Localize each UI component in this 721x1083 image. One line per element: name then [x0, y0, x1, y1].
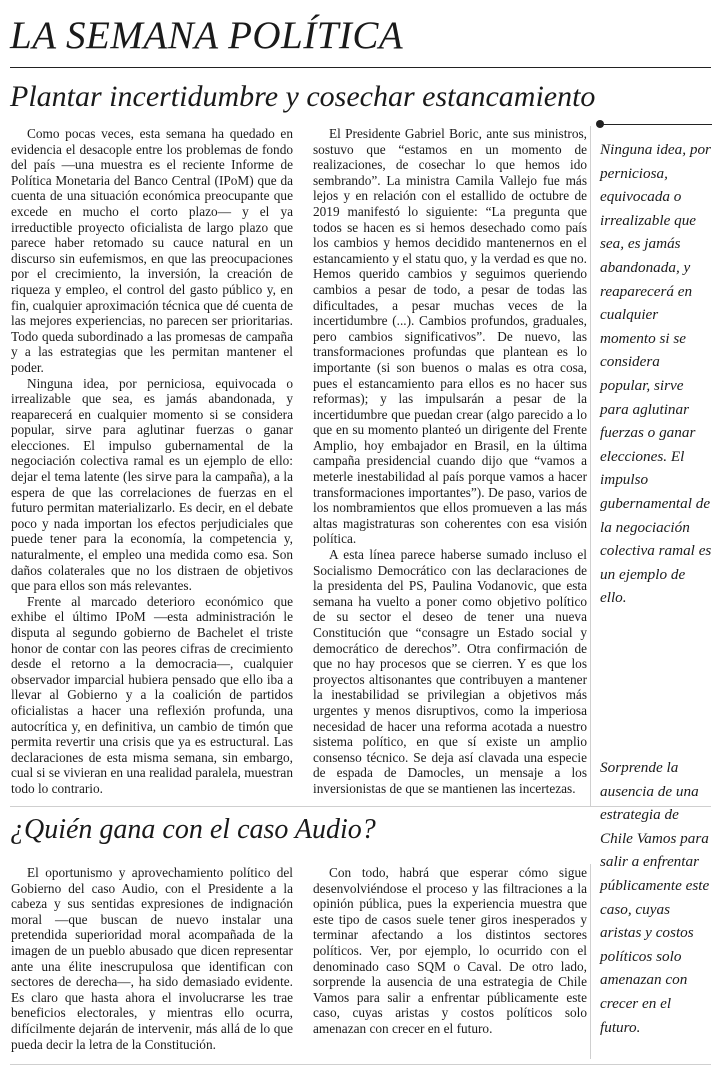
article-1-pull-quote: Ninguna idea, por perniciosa, equivocada o irrealizable que sea, es jamás abandonada, y reaparecerá en cualquier momento si se considera popular, sirve para aglutinar fuerzas o ganar elecciones. El impulso gubernamental de la negociación colectiva ramal es un ejemplo de ello. [600, 141, 712, 607]
article-1-headline: Plantar incertidumbre y cosechar estancamiento [10, 80, 596, 113]
paragraph: Con todo, habrá que esperar cómo sigue desenvolviéndose el proceso y las filtraciones a la opinión pública, pues la experiencia muestra que este tipo de casos suele tener giros inesperados y terminar afectando a los distintos sectores políticos. Ver, por ejemplo, lo ocurrido con el denominado caso SQM o Caval. De otro lado, sorprende la ausencia de una estrategia de Chile Vamos para salir a enfrentar públicamente este caso, cuyas aristas y costos políticos solo amenazan con crecer en el futuro. [313, 865, 587, 1036]
paragraph: El Presidente Gabriel Boric, ante sus ministros, sostuvo que “estamos en un momento de realizaciones, de cosechar lo que hemos ido sembrando”. La ministra Camila Vallejo fue más lejos y en relación con el estallido de octubre de 2019 manifestó lo siguiente: “La pregunta que todos se hacen es si hemos desechado como país los cambios y hemos decidido mantenernos en el estancamiento y el statu quo, y la verdad es que no. Hemos querido cambios y seguimos queriendo cambios a pesar de todo, a pesar de todas las dificultades, a pesar muchas veces de la incertidumbre (...). Cambios profundos, graduales, pero cambios significativos”. De nuevo, las transformaciones profundas que plantean es lo importante (si son buenos o malas es otra cosa, pues el estancamiento para ellos es no hacer sus reformas); y las impulsarán a pesar de la incertidumbre que puedan crear (algo parecido a lo que en su momento planteó un dirigente del Frente Amplio, hoy embajador en Brasil, en la última campaña presidencial cuando dijo que “vamos a meterle inestabilidad al país porque vamos a hacer transformaciones importantes”). De paso, varios de los nombramientos que ellos promueven a las más altas magistraturas son coherentes con esa visión política. [313, 126, 587, 547]
bullet-dot-icon [596, 120, 604, 128]
column-divider [590, 126, 591, 806]
article-2-pull-quote: Sorprende la ausencia de una estrategia de Chile Vamos para salir a enfrentar públicamente este caso, cuyas aristas y costos políticos solo amenazan con crecer en el futuro. [600, 759, 710, 1036]
column-divider [590, 864, 591, 1059]
article-1-column-1 [11, 126, 293, 797]
paragraph: El oportunismo y aprovechamiento político del Gobierno del caso Audio, con el Presidente a la cabeza y sus sentidas expresiones de indignación moral —que buscan de nuevo instalar una pretendida superioridad moral acompañada de la imagen de un pueblo abusado que dicen representar ante una élite inescrupulosa que identifican con sectores de derecha—, ha sido demasiado evidente. Es claro que hasta ahora el involucrarse les trae beneficios electorales, y mientras ello ocurra, difícilmente dejarán de intervenir, más allá de lo que pueda decir la letra de la Constitución. [11, 865, 293, 1052]
section-masthead: LA SEMANA POLÍTICA [10, 14, 404, 57]
paragraph: Ninguna idea, por perniciosa, equivocada o irrealizable que sea, es jamás abandonada, y reaparecerá en cualquier momento si se considera popular, sirve para aglutinar fuerzas o ganar elecciones. El impulso gubernamental de la negociación colectiva ramal es un ejemplo de ello: dejar el tema latente (les sirve para la campaña), a la espera de que las correlaciones de fuerzas en el futuro permitan materializarlo. Es decir, en el debate poco y nada importan los efectos perjudiciales que puede tener para la economía, la competencia y, naturalmente, el empleo una medida como esa. Son daños colaterales que no los distraen de objetivos que para ellos son más relevantes. [11, 375, 293, 594]
article-2-headline: ¿Quién gana con el caso Audio? [10, 814, 376, 845]
paragraph: Frente al marcado deterioro económico que exhibe el último IPoM —esta administración le disputa al segundo gobierno de Bachelet el triste honor de contar con las peores cifras de crecimiento desde el retorno a la democracia—, cualquier observador imparcial hubiera pensado que ello iba a llevar al Gobierno y a la coalición de partidos oficialistas a hacer una reflexión profunda, una autocrítica y, en definitiva, un cambio de timón que permita revertir una crisis que ya es estructural. Las declaraciones de esta misma semana, sin embargo, cual si se vivieran en una realidad paralela, muestran todo lo contrario. [11, 593, 293, 796]
paragraph: Como pocas veces, esta semana ha quedado en evidencia el desacople entre los problemas de fondo del país —una muestra es el reciente Informe de Política Monetaria del Banco Central (IPoM) que da cuenta de una situación económica preocupante que excede en mucho el corto plazo— y el ya irreductible proyecto oficialista de largo plazo que parece haber retomado su cauce natural en un discurso sin eufemismos, en que las preocupaciones por el crecimiento, la inversión, la creación de riqueza y empleo, el control del gasto público y, en fin, cualquier aproximación técnica que dé cuenta de las mejores experiencias, no parecen ser prioritarias. Todo queda subordinado a las promesas de campaña y a las estrategias que les permitan mantener el poder. [11, 126, 293, 375]
masthead-rule [10, 67, 711, 68]
article-1-column-2 [313, 126, 587, 797]
article-2-column-2 [313, 865, 587, 1037]
paragraph: A esta línea parece haberse sumado incluso el Socialismo Democrático con las declaraciones de la presidenta del PS, Paulina Vodanovic, que esta semana ha vuelto a poner como objetivo político de su sector el deseo de tener una nueva Constitución que “consagre un Estado social y democrático de derechos”. Otra confirmación de que no hay procesos que se cierren. Y es que los proyectos altisonantes que contribuyen a mantener la inestabilidad se privilegian a objetivos más urgentes y menos disruptivos, como la imperiosa necesidad de hacer una reforma acotada a nuestro sistema político, en que sí existe un amplio consenso técnico. Se deja así clavada una especie de espada de Damocles, un mensaje a los inversionistas de que se mantienen las incertezas. [313, 547, 587, 796]
article-2-column-1 [11, 865, 293, 1052]
pull-quote-rule [600, 124, 712, 125]
bottom-rule [10, 1064, 711, 1065]
